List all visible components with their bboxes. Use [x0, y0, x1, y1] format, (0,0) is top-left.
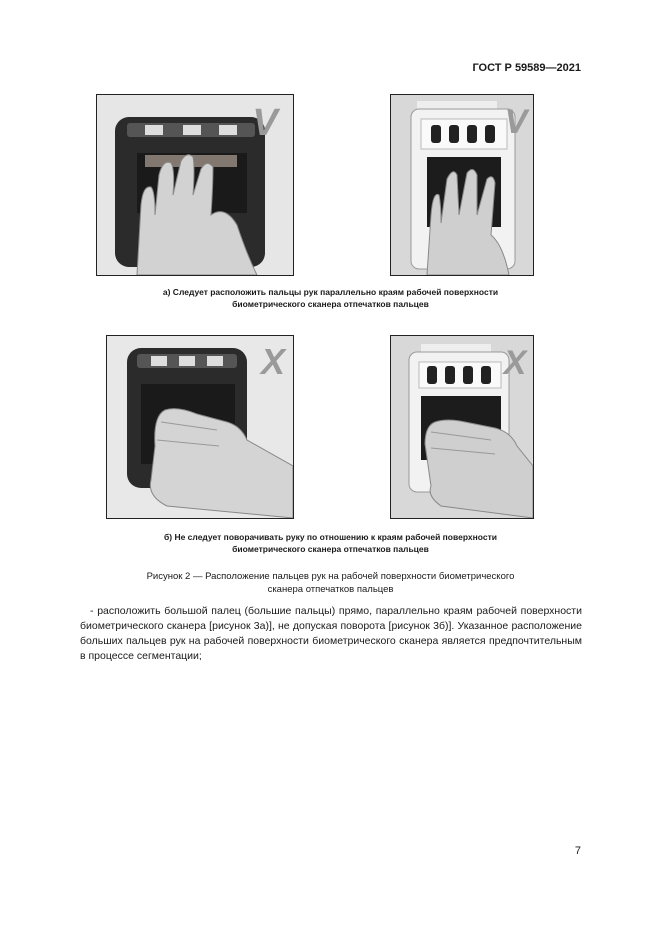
document-code: ГОСТ Р 59589—2021 [472, 62, 581, 74]
check-mark-icon [252, 102, 280, 144]
mark-label: V [504, 103, 528, 141]
mark-label: V [252, 102, 278, 144]
figure-caption-line1: Рисунок 2 — Расположение пальцев рук на рабочей поверхности биометрического [146, 571, 515, 582]
mark-label: X [503, 344, 527, 382]
photo-scanner-b-right [390, 335, 534, 519]
page-number: 7 [574, 845, 581, 857]
cross-mark-icon [259, 341, 287, 382]
subcaption-a-line1: а) Следует расположить пальцы рук параллельно краям рабочей поверхности [162, 287, 499, 297]
subcaption-b-line1: б) Не следует поворачивать руку по отношению к краям рабочей поверхности [164, 532, 497, 542]
subcaption-b-line2: биометрического сканера отпечатков пальцев [232, 544, 429, 554]
photo-scanner-a-right [390, 94, 534, 276]
cross-mark-icon [502, 344, 529, 382]
body-paragraph: - расположить большой палец (большие пальцы) прямо, параллельно краям рабочей поверхности биометрического сканера [рисунок 3а)], не допуская поворота [рисунок 3б)]. Указанное расположение больших пальцев рук на рабочей поверхности биометрического сканера является предпочтительным в процессе сегментации; [80, 605, 582, 662]
photo-scanner-a-left [96, 94, 294, 276]
check-mark-icon [505, 103, 531, 141]
photo-scanner-b-left [106, 335, 294, 519]
mark-label: X [260, 341, 286, 382]
subcaption-a-line2: биометрического сканера отпечатков пальцев [232, 299, 429, 309]
figure-caption-line2: сканера отпечатков пальцев [267, 584, 394, 595]
